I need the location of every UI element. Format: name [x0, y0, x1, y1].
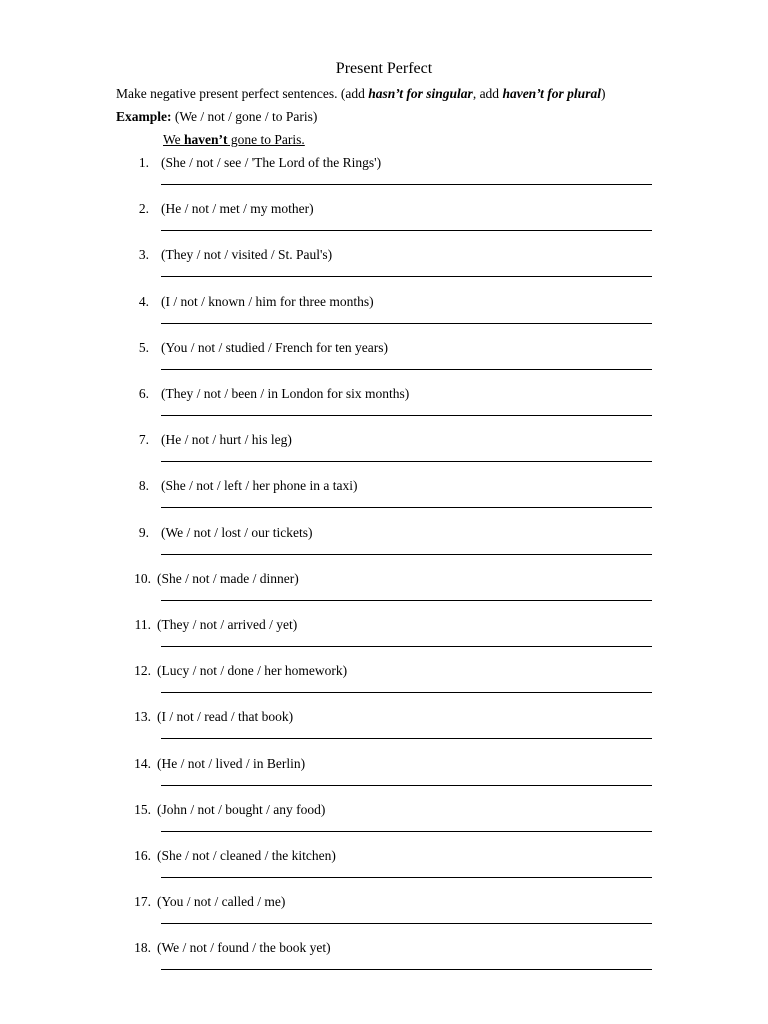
item-prompt: (We / not / found / the book yet) [157, 940, 331, 956]
list-item [0, 340, 768, 386]
item-prompt: (She / not / made / dinner) [157, 570, 299, 586]
item-number: 11. [134, 617, 151, 632]
list-item [0, 894, 768, 940]
list-item [0, 848, 768, 894]
list-item [0, 756, 768, 802]
answer-line[interactable] [161, 276, 652, 277]
example-prompt: (We / not / gone / to Paris) [171, 109, 318, 124]
answer-line[interactable] [161, 969, 652, 970]
answer-line[interactable] [161, 692, 652, 693]
list-item [0, 432, 768, 478]
answer-line[interactable] [161, 831, 652, 832]
item-number: 10. [134, 570, 151, 586]
item-number: 3. [138, 247, 149, 263]
answer-line[interactable] [161, 646, 652, 647]
item-number: 8. [138, 478, 149, 494]
item-number: 16. [134, 848, 151, 863]
answer-line[interactable] [161, 600, 652, 601]
answer-line[interactable] [161, 507, 652, 508]
list-item [0, 294, 768, 340]
answer-line[interactable] [161, 554, 652, 555]
list-item [0, 802, 768, 848]
list-item [0, 571, 768, 617]
item-prompt: (She / not / see / 'The Lord of the Rings') [161, 155, 382, 170]
answer-line[interactable] [161, 184, 652, 185]
item-prompt: (I / not / read / that book) [157, 709, 294, 725]
list-item [0, 525, 768, 571]
item-prompt: (You / not / studied / French for ten years) [161, 339, 388, 355]
instruction-text-1: Make negative present perfect sentences. (add [116, 86, 369, 101]
item-prompt: (She / not / left / her phone in a taxi) [161, 478, 358, 494]
list-item [0, 247, 768, 293]
answer-line[interactable] [161, 323, 652, 324]
item-prompt: (Lucy / not / done / her homework) [157, 663, 348, 679]
item-number: 12. [134, 663, 151, 679]
example-answer [163, 132, 305, 148]
list-item [0, 386, 768, 432]
instruction-text-3: ) [600, 86, 606, 101]
instruction-singular-hint: hasn’t for singular [368, 86, 473, 101]
example-label: Example: [116, 109, 172, 124]
item-number: 18. [134, 940, 151, 956]
item-number: 14. [134, 755, 151, 771]
answer-line[interactable] [161, 785, 652, 786]
item-number: 1. [138, 155, 149, 170]
answer-line[interactable] [161, 415, 652, 416]
example [116, 109, 317, 125]
item-number: 6. [138, 386, 149, 401]
list-item [0, 617, 768, 663]
item-prompt: (She / not / cleaned / the kitchen) [157, 848, 336, 863]
instruction-plural-hint: haven’t for plural [502, 86, 601, 101]
item-prompt: (John / not / bought / any food) [157, 801, 326, 817]
answer-line[interactable] [161, 738, 652, 739]
list-item [0, 201, 768, 247]
item-number: 5. [138, 339, 149, 355]
item-prompt: (I / not / known / him for three months) [161, 293, 374, 309]
item-number: 9. [138, 524, 149, 540]
item-number: 4. [138, 293, 149, 309]
list-item [0, 663, 768, 709]
instruction-text-2: , add [472, 86, 503, 101]
answer-line[interactable] [161, 877, 652, 878]
item-number: 2. [138, 201, 149, 217]
list-item [0, 940, 768, 986]
item-prompt: (They / not / visited / St. Paul's) [161, 247, 333, 263]
answer-line[interactable] [161, 461, 652, 462]
item-prompt: (He / not / hurt / his leg) [161, 432, 292, 448]
example-answer-start: We [163, 132, 185, 147]
list-item [0, 155, 768, 201]
example-answer-end: gone to Paris. [227, 132, 305, 147]
answer-line[interactable] [161, 369, 652, 370]
example-answer-verb: haven’t [184, 132, 228, 147]
instructions [116, 86, 605, 102]
item-number: 15. [134, 801, 151, 817]
item-prompt: (They / not / been / in London for six months) [161, 386, 410, 401]
answer-line[interactable] [161, 230, 652, 231]
item-number: 13. [134, 709, 151, 725]
page-title: Present Perfect [335, 60, 433, 77]
list-item [0, 709, 768, 755]
item-number: 17. [134, 894, 151, 910]
item-prompt: (We / not / lost / our tickets) [161, 524, 313, 540]
item-prompt: (He / not / lived / in Berlin) [157, 755, 306, 771]
item-prompt: (You / not / called / me) [157, 894, 286, 910]
item-prompt: (He / not / met / my mother) [161, 201, 314, 217]
item-number: 7. [138, 432, 149, 448]
list-item [0, 478, 768, 524]
answer-line[interactable] [161, 923, 652, 924]
item-prompt: (They / not / arrived / yet) [157, 617, 298, 632]
